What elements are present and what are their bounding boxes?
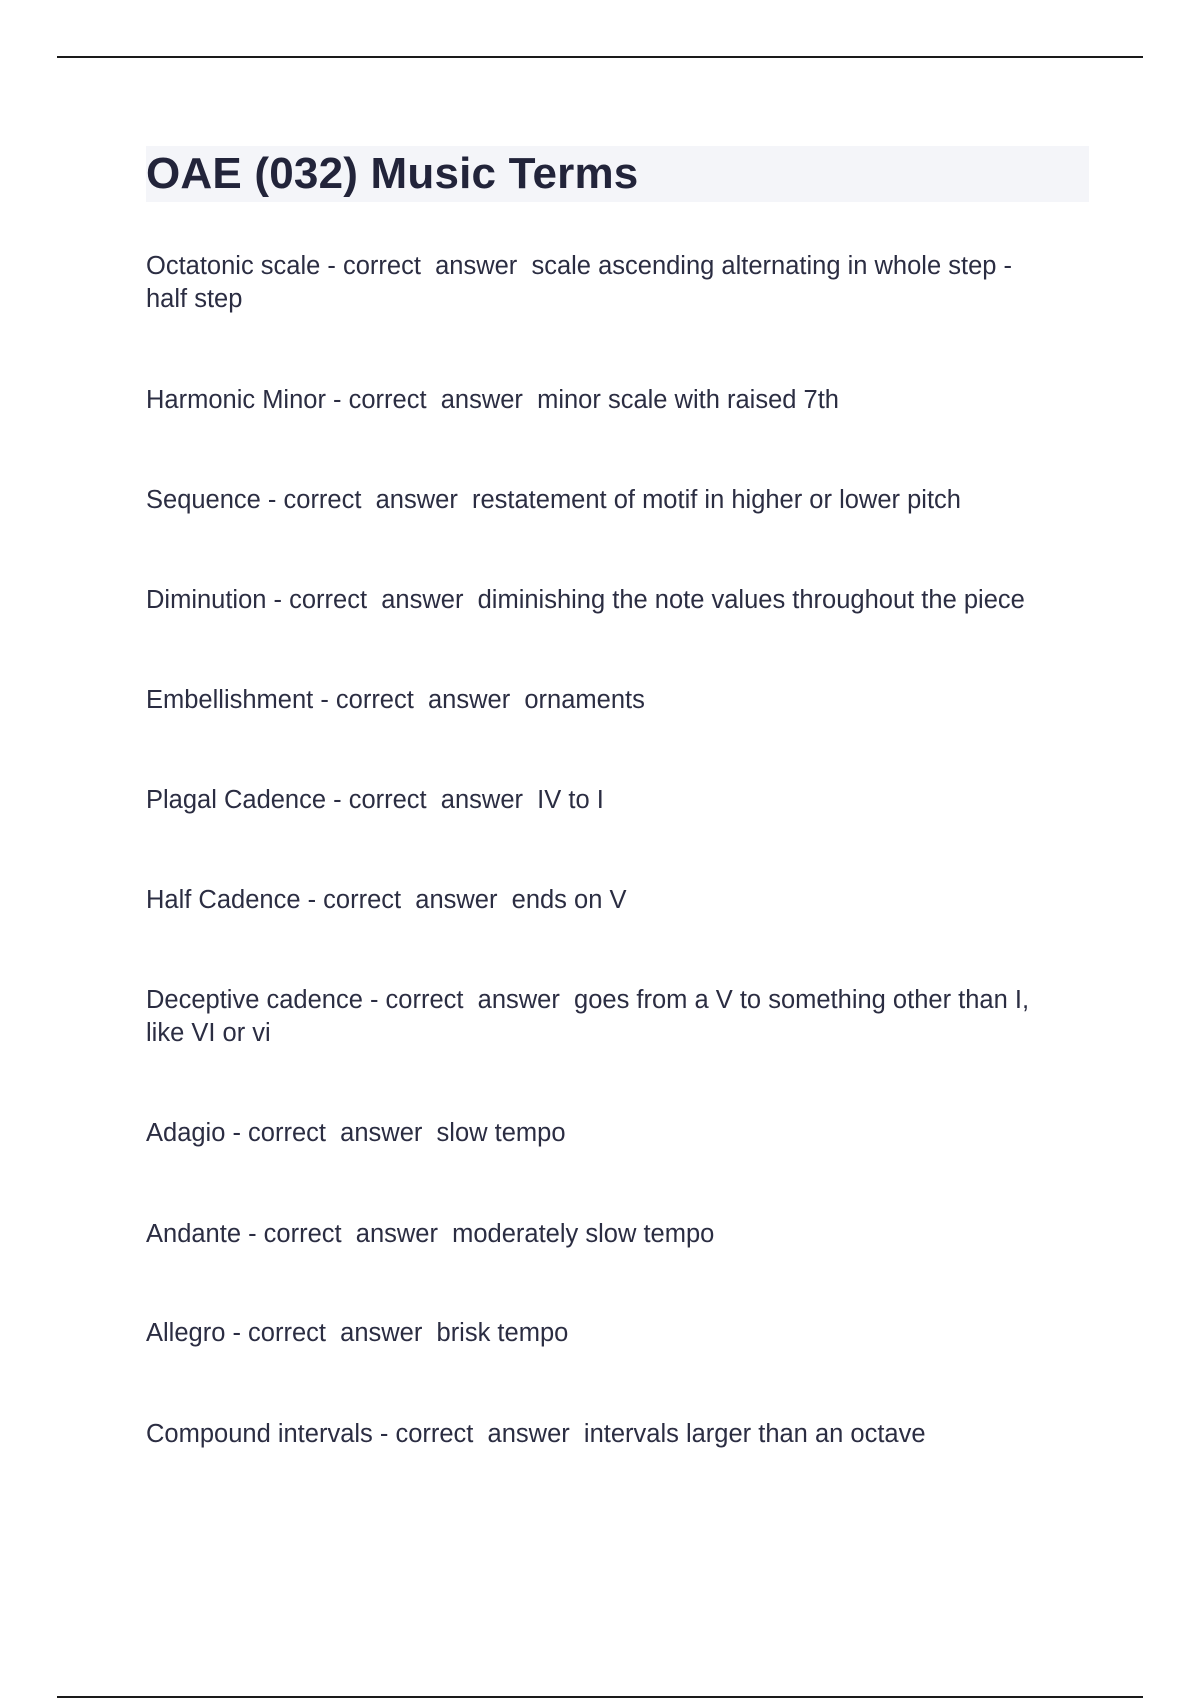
term-entry-diminution: Diminution - correct answer diminishing the note values throughout the piece: [146, 586, 1025, 614]
term-entry-half-cadence: Half Cadence - correct answer ends on V: [146, 886, 627, 914]
term-entry-andante: Andante - correct answer moderately slow tempo: [146, 1220, 715, 1248]
term-entry-plagal-cadence: Plagal Cadence - correct answer IV to I: [146, 786, 604, 814]
term-entry-allegro: Allegro - correct answer brisk tempo: [146, 1319, 569, 1347]
term-entry-embellishment: Embellishment - correct answer ornaments: [146, 686, 645, 714]
footer-rule: [57, 1696, 1143, 1698]
term-entry-sequence: Sequence - correct answer restatement of motif in higher or lower pitch: [146, 486, 961, 514]
term-entry-deceptive-cadence: Deceptive cadence - correct answer goes from a V to something other than I, like VI or vi: [146, 986, 1030, 1047]
term-entry-compound-intervals: Compound intervals - correct answer intervals larger than an octave: [146, 1420, 926, 1448]
header-rule: [57, 56, 1143, 58]
term-entry-octatonic-scale: Octatonic scale - correct answer scale ascending alternating in whole step - half step: [146, 252, 1013, 313]
page-title: OAE (032) Music Terms: [146, 149, 639, 198]
term-entry-harmonic-minor: Harmonic Minor - correct answer minor scale with raised 7th: [146, 386, 839, 414]
term-entry-adagio: Adagio - correct answer slow tempo: [146, 1119, 566, 1147]
